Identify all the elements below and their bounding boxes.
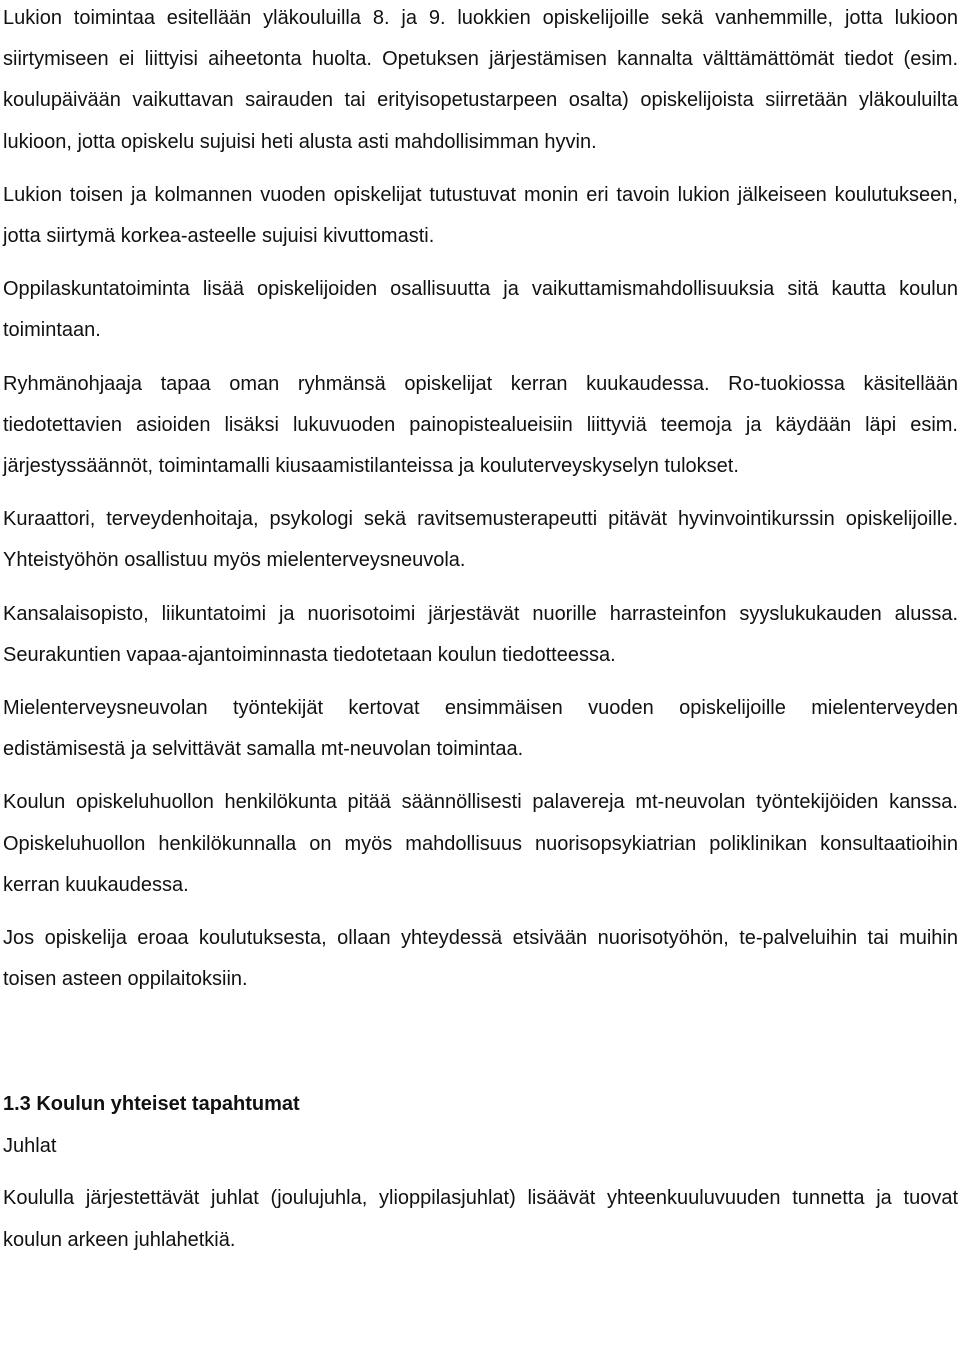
paragraph-juhlat: Koululla järjestettävät juhlat (joulujuhla, ylioppilasjuhlat) lisäävät yhteenkuuluvuuden tunnetta ja tuovat koulun arkeen juhlahetkiä. <box>3 1187 958 1251</box>
paragraph-opiskeluhuolto: Koulun opiskeluhuollon henkilökunta pitää säännöllisesti palavereja mt-neuvolan työntekijöiden kanssa. Opiskeluhuollon henkilökunnalla on myös mahdollisuus nuorisopsykiatrian poliklinikan konsultaatioihin kerran kuukaudessa. <box>3 791 958 896</box>
paragraph-mielenterveysneuvola: Mielenterveysneuvolan työntekijät kertovat ensimmäisen vuoden opiskelijoille mielenterveyden edistämisestä ja selvittävät samalla mt-neuvolan toimintaa. <box>3 697 958 761</box>
paragraph-lukion-esittely: Lukion toimintaa esitellään yläkouluilla 8. ja 9. luokkien opiskelijoille sekä vanhemmille, jotta lukioon siirtymiseen ei liittyisi aiheetonta huolta. Opetuksen järjestämisen kannalta välttämättömät tiedot (esim. koulupäivään vaikuttavan sairauden tai erityisopetustarpeen osalta) opiskelijoista siirretään yläkouluilta lukioon, jotta opiskelu sujuisi heti alusta asti mahdollisimman hyvin. <box>3 7 958 153</box>
paragraph-jatko-opinnot: Lukion toisen ja kolmannen vuoden opiskelijat tutustuvat monin eri tavoin lukion jälkeiseen koulutukseen, jotta siirtymä korkea-asteelle sujuisi kivuttomasti. <box>3 183 958 248</box>
paragraph-harrasteinfo: Kansalaisopisto, liikuntatoimi ja nuorisotoimi järjestävät nuorille harrasteinfon syyslukukauden alussa. Seurakuntien vapaa-ajantoiminnasta tiedotetaan koulun tiedotteessa. <box>3 602 958 666</box>
document-page <box>3 0 958 1273</box>
paragraph-ryhmanohjaaja: Ryhmänohjaaja tapaa oman ryhmänsä opiskelijat kerran kuukaudessa. Ro-tuokiossa käsitellään tiedotettavien asioiden lisäksi lukuvuoden painopistealueisiin liittyviä teemoja ja käydään läpi esim. järjestyssäännöt, toimintamalli kiusaamistilanteissa ja kouluterveyskyselyn tulokset. <box>3 372 958 478</box>
paragraph-hyvinvointikurssi: Kuraattori, terveydenhoitaja, psykologi sekä ravitsemusterapeutti pitävät hyvinvointikurssin opiskelijoille. Yhteistyöhön osallistuu myös mielenterveysneuvola. <box>3 508 958 572</box>
paragraph-oppilaskunta: Oppilaskuntatoiminta lisää opiskelijoiden osallisuutta ja vaikuttamismahdollisuuksia sitä kautta koulun toimintaan. <box>3 278 958 342</box>
paragraph-koulutuksesta-eroaminen: Jos opiskelija eroaa koulutuksesta, ollaan yhteydessä etsivään nuorisotyöhön, te-palveluihin tai muihin toisen asteen oppilaitoksiin. <box>3 927 958 991</box>
subheading-juhlat: Juhlat <box>3 1135 57 1158</box>
section-heading: 1.3 Koulun yhteiset tapahtumat <box>3 1093 300 1116</box>
